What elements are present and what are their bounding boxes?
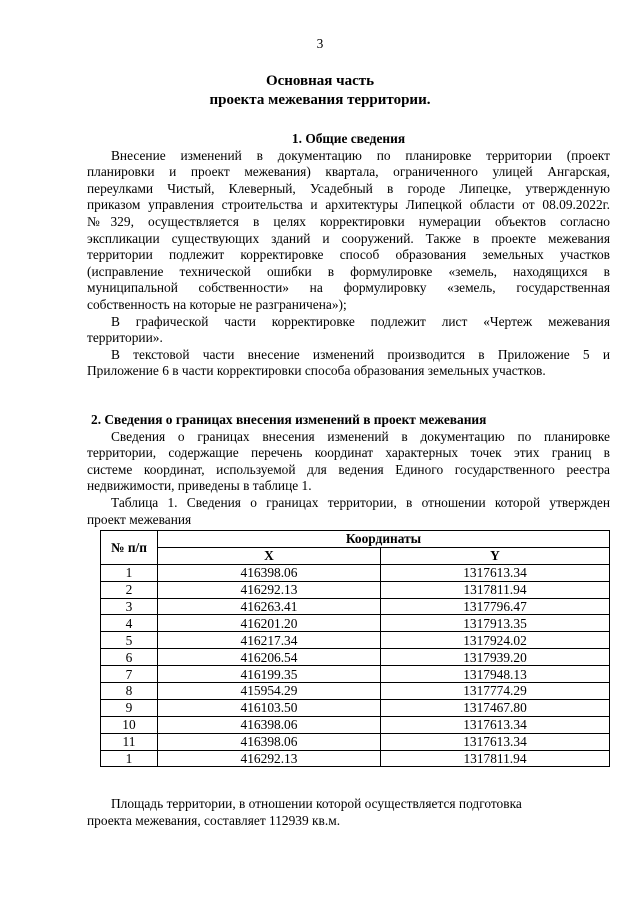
text-line: экспликации существующих зданий и сооружений. Также в проекте межевания	[87, 230, 610, 246]
table-row	[101, 581, 610, 598]
text-line: территории, содержащие перечень координат характерных точек этих границ в	[87, 445, 610, 461]
cell-x: 416103.50	[158, 699, 381, 716]
cell-y: 1317613.34	[381, 733, 610, 750]
section-boundaries	[87, 412, 610, 528]
section-1-paragraph-2	[87, 314, 610, 347]
table-row	[101, 699, 610, 716]
table-header-row	[101, 531, 610, 548]
cell-n: 7	[101, 666, 158, 683]
cell-n: 5	[101, 632, 158, 649]
cell-n: 3	[101, 598, 158, 615]
cell-n: 4	[101, 615, 158, 632]
section-1-paragraph-3	[87, 347, 610, 380]
table-subheader-row	[101, 547, 610, 564]
cell-n: 1	[101, 564, 158, 581]
section-1-paragraph-1	[87, 148, 610, 314]
table-row	[101, 683, 610, 700]
cell-n: 11	[101, 733, 158, 750]
title-line-2: проекта межевания территории.	[209, 92, 431, 108]
table-row	[101, 598, 610, 615]
section-2-paragraph-1	[87, 429, 610, 495]
section-general	[87, 131, 610, 380]
table-caption	[87, 495, 610, 528]
cell-y: 1317467.80	[381, 699, 610, 716]
table-row	[101, 716, 610, 733]
text-line: Внесение изменений в документацию по планировке территории (проект	[111, 147, 610, 163]
cell-y: 1317924.02	[381, 632, 610, 649]
text-line: территории подлежит корректировке способ образования земельных участков	[87, 247, 610, 263]
text-line: планировки и проект межевания) квартала, ограниченного улицей Ангарская,	[87, 164, 610, 180]
cell-x: 416292.13	[158, 750, 381, 767]
cell-n: 1	[101, 750, 158, 767]
text-line: Приложение 6 в части корректировки способа образования земельных участков.	[87, 363, 546, 379]
cell-x: 416263.41	[158, 598, 381, 615]
cell-x: 416199.35	[158, 666, 381, 683]
text-line: В графической части корректировке подлежит лист «Чертеж межевания	[111, 313, 610, 329]
document-title	[60, 72, 580, 110]
table-row	[101, 632, 610, 649]
cell-x: 416398.06	[158, 716, 381, 733]
text-line: Сведения о границах внесения изменений в документацию по планировке	[111, 428, 610, 444]
text-line: проекта межевания, составляет 112939 кв.м.	[87, 812, 341, 828]
table-row	[101, 750, 610, 767]
text-line: №329, осуществляется в целях корректировки нумерации объектов согласно	[87, 213, 610, 229]
cell-y: 1317811.94	[381, 750, 610, 767]
cell-x: 416206.54	[158, 649, 381, 666]
cell-x: 416398.06	[158, 564, 381, 581]
column-header-coordinates: Координаты	[158, 531, 610, 548]
cell-n: 8	[101, 683, 158, 700]
cell-y: 1317913.35	[381, 615, 610, 632]
table-body	[101, 564, 610, 767]
column-header-x: X	[158, 547, 381, 564]
text-line: недвижимости, приведены в таблице 1.	[87, 478, 312, 494]
text-line: Площадь территории, в отношении которой осуществляется подготовка	[111, 796, 522, 811]
cell-x: 416201.20	[158, 615, 381, 632]
title-line-1: Основная часть	[265, 73, 375, 89]
column-header-y: Y	[381, 547, 610, 564]
cell-x: 416398.06	[158, 733, 381, 750]
text-line: приказом управления строительства и архитектуры Липецкой области от 08.09.2022г.	[87, 197, 610, 213]
table-row	[101, 733, 610, 750]
text-line: муниципальной собственности» на формулировку «земель, государственная	[87, 280, 610, 296]
section-1-heading: 1. Общие сведения	[291, 131, 406, 146]
cell-x: 416217.34	[158, 632, 381, 649]
cell-n: 10	[101, 716, 158, 733]
cell-y: 1317796.47	[381, 598, 610, 615]
section-2-heading: 2. Сведения о границах внесения изменений в проект межевания	[91, 412, 487, 427]
cell-y: 1317811.94	[381, 581, 610, 598]
cell-x: 415954.29	[158, 683, 381, 700]
cell-y: 1317613.34	[381, 564, 610, 581]
coordinates-table	[100, 530, 610, 767]
text-line: системе координат, используемой для ведения Единого государственного реестра	[87, 461, 610, 477]
text-line: Таблица 1. Сведения о границах территории, в отношении которой утвержден	[111, 494, 610, 510]
cell-y: 1317939.20	[381, 649, 610, 666]
text-line: территории».	[87, 330, 163, 346]
cell-y: 1317948.13	[381, 666, 610, 683]
cell-n: 2	[101, 581, 158, 598]
text-line: собственность на которые не разграничена»);	[87, 296, 347, 312]
cell-y: 1317613.34	[381, 716, 610, 733]
area-statement	[87, 796, 610, 829]
text-line: проект межевания	[87, 511, 192, 527]
cell-n: 9	[101, 699, 158, 716]
text-line: (исправление технической ошибки в формулировке «земель, находящихся в	[87, 263, 610, 279]
table-row	[101, 564, 610, 581]
table-row	[101, 666, 610, 683]
table-row	[101, 615, 610, 632]
table-row	[101, 649, 610, 666]
text-line: переулками Чистый, Клеверный, Усадебный в городе Липецке, утвержденную	[87, 180, 610, 196]
cell-y: 1317774.29	[381, 683, 610, 700]
cell-n: 6	[101, 649, 158, 666]
text-line: В текстовой части внесение изменений производится в Приложение 5 и	[111, 346, 610, 362]
column-header-number: № п/п	[101, 531, 158, 565]
cell-x: 416292.13	[158, 581, 381, 598]
page-number: 3	[316, 36, 324, 51]
